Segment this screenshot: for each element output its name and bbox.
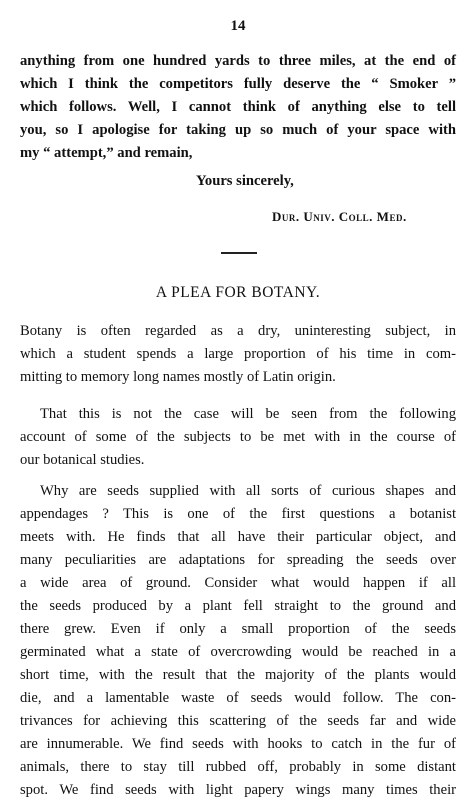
text-line: there grew. Even if only a small proportion of the seeds [20, 621, 456, 637]
text-line: you, so I apologise for taking up so much of your space with [20, 122, 456, 138]
text-line: spot. We find seeds with light papery wings many times their [20, 782, 456, 798]
letter-continuation [20, 50, 456, 165]
text-line: our botanical studies. [20, 452, 145, 468]
text-line: trivances for achieving this scattering of the seeds far and wide [20, 713, 456, 729]
text-line: Botany is often regarded as a dry, uninteresting subject, in [20, 323, 456, 339]
text-line: meets with. He finds that all have their particular object, and [20, 529, 456, 545]
text-line: my “ attempt,” and remain, [20, 145, 193, 161]
text-line: account of some of the subjects to be met with in the course of [20, 429, 456, 445]
text-line: Why are seeds supplied with all sorts of curious shapes and [40, 483, 456, 499]
paragraph-2 [20, 403, 456, 472]
text-line: That this is not the case will be seen from the following [40, 406, 456, 422]
text-line: a wide area of ground. Consider what would happen if all [20, 575, 456, 591]
text-line: die, and a lamentable waste of seeds would follow. The con- [20, 690, 456, 706]
text-line: anything from one hundred yards to three miles, at the end of [20, 53, 456, 69]
text-line: which I think the competitors fully deserve the “ Smoker ” [20, 76, 456, 92]
text-line: appendages ? This is one of the first questions a botanist [20, 506, 456, 522]
article-heading: A PLEA FOR BOTANY. [155, 284, 321, 301]
section-divider [221, 252, 257, 254]
text-line: the seeds produced by a plant fell straight to the ground and [20, 598, 456, 614]
page-number: 14 [230, 18, 246, 34]
text-line: animals, there to stay till rubbed off, probably in some distant [20, 759, 456, 775]
text-line: germinated what a state of overcrowding would be reached in a [20, 644, 456, 660]
text-line: many peculiarities are adaptations for spreading the seeds over [20, 552, 456, 568]
text-line: which a student spends a large proportion of his time in com- [20, 346, 456, 362]
letter-signature: Dur. Univ. Coll. Med. [272, 209, 407, 224]
paragraph-1 [20, 320, 456, 389]
text-line: are innumerable. We find seeds with hooks to catch in the fur of [20, 736, 456, 752]
paragraph-3 [20, 480, 456, 802]
text-line: which follows. Well, I cannot think of anything else to tell [20, 99, 456, 115]
text-line: short time, with the result that the majority of the plants would [20, 667, 456, 683]
text-line: mitting to memory long names mostly of Latin origin. [20, 369, 336, 385]
letter-signoff: Yours sincerely, [196, 173, 294, 189]
